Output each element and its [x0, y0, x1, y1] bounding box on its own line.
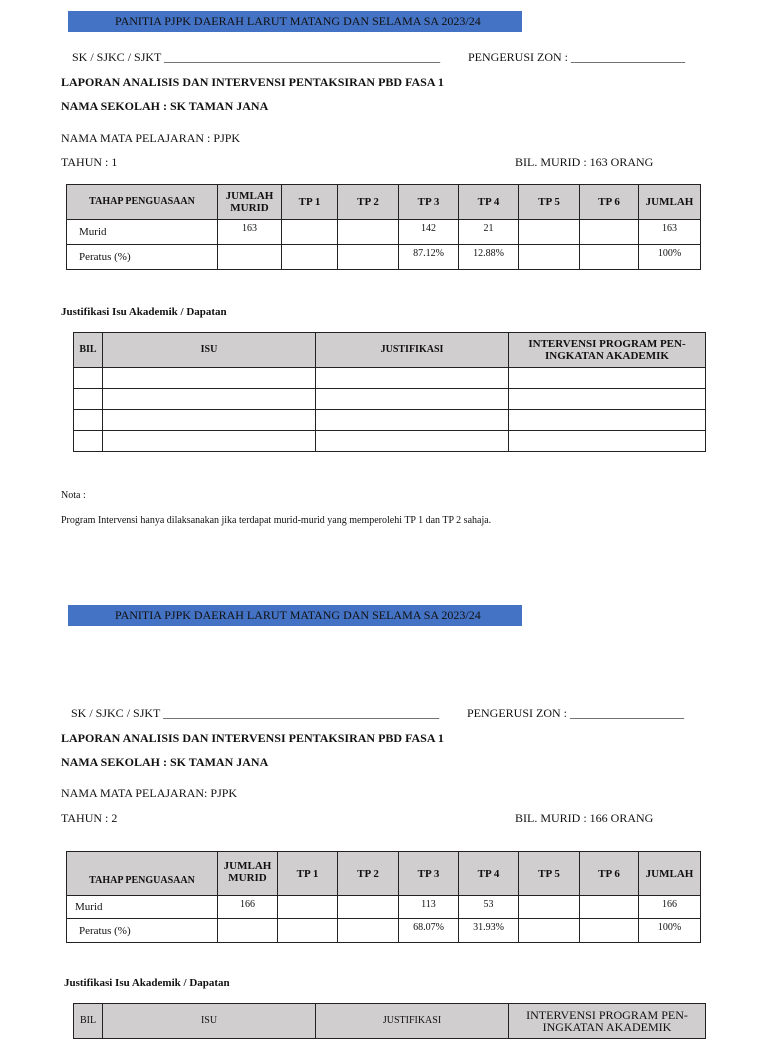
table-cell[interactable] [74, 389, 103, 410]
table-cell: 163 [639, 220, 701, 245]
header-cell: TAHAP PENGUASAAN [67, 852, 218, 896]
table-cell[interactable] [74, 431, 103, 452]
table-cell [338, 896, 399, 919]
header-cell: TP 5 [519, 852, 580, 896]
table-header-row [67, 852, 701, 896]
table-cell: 68.07% [399, 919, 459, 943]
table-cell: 31.93% [459, 919, 519, 943]
header-cell: JUSTIFIKASI [316, 1004, 509, 1039]
justification-title: Justifikasi Isu Akademik / Dapatan [61, 306, 227, 318]
table-row [74, 431, 706, 452]
header-cell: INTERVENSI PROGRAM PEN-INGKATAN AKADEMIK [509, 1004, 706, 1039]
table-cell [580, 896, 639, 919]
subject-name: NAMA MATA PELAJARAN : PJPK [61, 131, 241, 145]
justification-title: Justifikasi Isu Akademik / Dapatan [64, 977, 230, 989]
header-cell: TP 3 [399, 852, 459, 896]
row-label: Murid [67, 896, 218, 919]
header-cell: TP 6 [580, 185, 639, 220]
table-cell[interactable] [103, 410, 316, 431]
header-cell: JUMLAH [639, 852, 701, 896]
subject-name: NAMA MATA PELAJARAN: PJPK [61, 786, 238, 800]
row-label: Peratus (%) [67, 245, 218, 270]
school-name: NAMA SEKOLAH : SK TAMAN JANA [61, 755, 269, 769]
table-row [67, 896, 701, 919]
table-cell[interactable] [103, 368, 316, 389]
note-label: Nota : [61, 490, 86, 501]
issue-header-row [74, 333, 706, 368]
table-cell[interactable] [509, 368, 706, 389]
table-row [67, 245, 701, 270]
table-cell [282, 220, 338, 245]
results-table [66, 851, 701, 943]
table-cell: 142 [399, 220, 459, 245]
table-cell[interactable] [103, 389, 316, 410]
header-cell: BIL [74, 1004, 103, 1039]
header-cell: TP 1 [282, 185, 338, 220]
row-label: Murid [67, 220, 218, 245]
table-row [67, 919, 701, 943]
header-cell: JUMLAH MURID [218, 852, 278, 896]
header-cell: TP 1 [278, 852, 338, 896]
table-cell[interactable] [316, 410, 509, 431]
table-cell[interactable] [509, 410, 706, 431]
table-cell: 21 [459, 220, 519, 245]
table-cell: 166 [639, 896, 701, 919]
header-cell: JUMLAH [639, 185, 701, 220]
table-cell [282, 245, 338, 270]
header-cell: TP 2 [338, 185, 399, 220]
header-cell: TAHAP PENGUASAAN [67, 185, 218, 220]
table-cell: 12.88% [459, 245, 519, 270]
table-cell[interactable] [509, 389, 706, 410]
table-cell [278, 896, 338, 919]
row-label: Peratus (%) [67, 919, 218, 943]
pengerusi-zon: PENGERUSI ZON : ___________________ [467, 706, 685, 720]
table-cell[interactable] [316, 389, 509, 410]
header-cell: TP 3 [399, 185, 459, 220]
table-cell [218, 245, 282, 270]
table-cell [519, 220, 580, 245]
table-cell[interactable] [316, 431, 509, 452]
table-cell: 166 [218, 896, 278, 919]
issue-table [73, 332, 706, 452]
header-cell: TP 4 [459, 852, 519, 896]
table-cell: 53 [459, 896, 519, 919]
table-cell[interactable] [316, 368, 509, 389]
header-cell: JUMLAH MURID [218, 185, 282, 220]
table-cell [519, 919, 580, 943]
note-text: Program Intervensi hanya dilaksanakan jika terdapat murid-murid yang memperolehi TP 1 dan TP 2 sahaja. [61, 515, 492, 526]
table-cell[interactable] [74, 368, 103, 389]
table-row [74, 410, 706, 431]
header-cell: JUSTIFIKASI [316, 333, 509, 368]
table-cell: 113 [399, 896, 459, 919]
table-cell[interactable] [103, 431, 316, 452]
table-cell [580, 245, 639, 270]
table-cell[interactable] [509, 431, 706, 452]
table-cell [519, 245, 580, 270]
school-type-line: SK / SJKC / SJKT ______________________________________________ [72, 50, 441, 64]
header-banner: PANITIA PJPK DAERAH LARUT MATANG DAN SELAMA SA 2023/24 [68, 11, 522, 32]
table-row [74, 368, 706, 389]
header-cell: INTERVENSI PROGRAM PEN-INGKATAN AKADEMIK [509, 333, 706, 368]
report-title: LAPORAN ANALISIS DAN INTERVENSI PENTAKSIRAN PBD FASA 1 [61, 731, 444, 745]
header-cell: BIL [74, 333, 103, 368]
table-header-row [67, 185, 701, 220]
pengerusi-zon: PENGERUSI ZON : ___________________ [468, 50, 686, 64]
header-cell: ISU [103, 1004, 316, 1039]
table-cell[interactable] [74, 410, 103, 431]
table-cell [580, 919, 639, 943]
student-count: BIL. MURID : 166 ORANG [515, 811, 654, 825]
issue-table [73, 1003, 706, 1039]
table-cell: 163 [218, 220, 282, 245]
header-cell: TP 5 [519, 185, 580, 220]
header-cell: TP 2 [338, 852, 399, 896]
student-count: BIL. MURID : 163 ORANG [515, 155, 654, 169]
table-row [74, 389, 706, 410]
header-cell: TP 4 [459, 185, 519, 220]
table-cell: 100% [639, 245, 701, 270]
table-cell [338, 919, 399, 943]
table-cell [278, 919, 338, 943]
table-cell [338, 245, 399, 270]
issue-header-row [74, 1004, 706, 1039]
table-cell: 100% [639, 919, 701, 943]
table-cell [580, 220, 639, 245]
results-table [66, 184, 701, 270]
year-label: TAHUN : 2 [61, 811, 118, 825]
header-cell: TP 6 [580, 852, 639, 896]
report-title: LAPORAN ANALISIS DAN INTERVENSI PENTAKSIRAN PBD FASA 1 [61, 75, 444, 89]
year-label: TAHUN : 1 [61, 155, 118, 169]
header-cell: ISU [103, 333, 316, 368]
table-cell: 87.12% [399, 245, 459, 270]
table-cell [519, 896, 580, 919]
school-type-line: SK / SJKC / SJKT ______________________________________________ [71, 706, 440, 720]
table-row [67, 220, 701, 245]
header-banner: PANITIA PJPK DAERAH LARUT MATANG DAN SELAMA SA 2023/24 [68, 605, 522, 626]
table-cell [338, 220, 399, 245]
school-name: NAMA SEKOLAH : SK TAMAN JANA [61, 99, 269, 113]
table-cell [218, 919, 278, 943]
